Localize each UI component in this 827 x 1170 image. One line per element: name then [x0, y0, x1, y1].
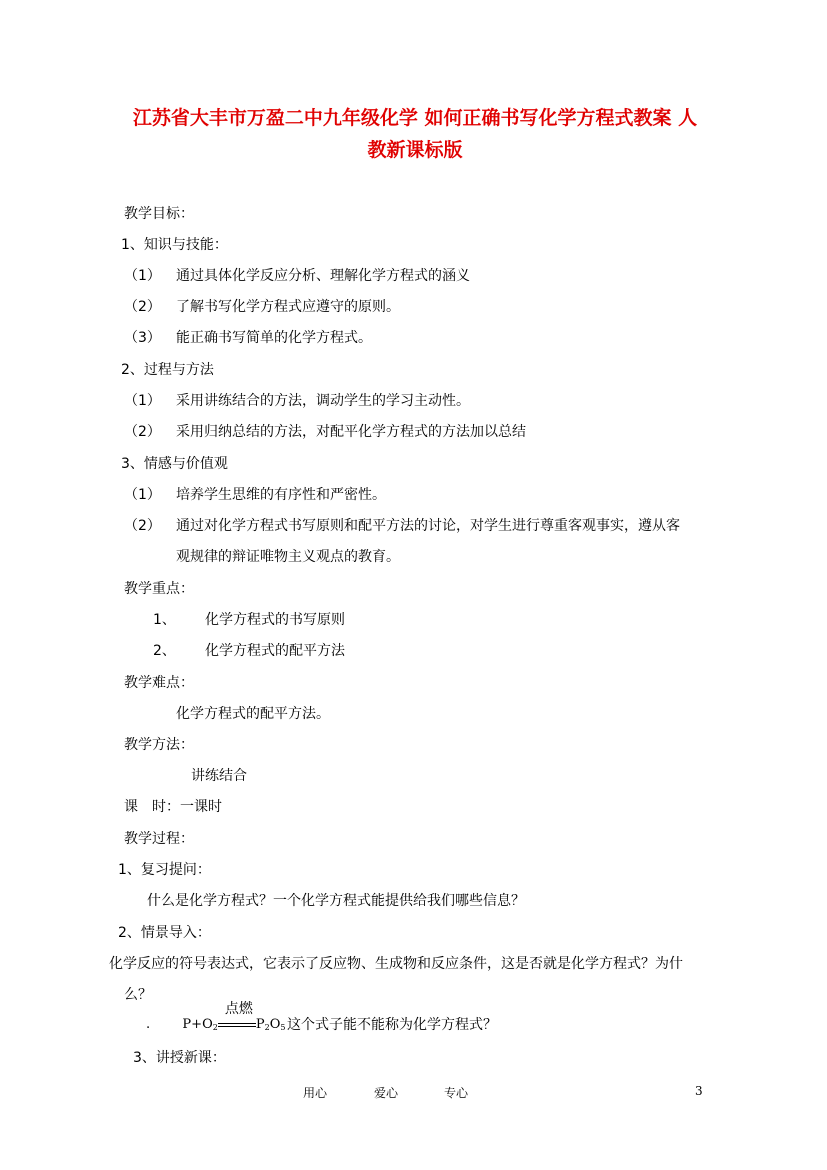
list-number: （2）	[124, 424, 161, 440]
method-text: 讲练结合	[191, 768, 247, 784]
list-number: （1）	[124, 393, 161, 409]
objectives-heading: 教学目标：	[124, 206, 194, 222]
list-item	[124, 266, 470, 286]
title-line-2: 教新课标版	[367, 139, 463, 161]
method-heading: 教学方法：	[124, 737, 194, 753]
list-item	[153, 641, 345, 661]
footer-motto-3: 专心	[444, 1086, 469, 1100]
product-p: P	[255, 1017, 265, 1032]
product-p-subscript: 2	[264, 1023, 270, 1032]
reaction-arrow	[218, 1000, 256, 1030]
scenario-text: 化学反应的符号表达式，它表示了反应物、生成物和反应条件，这是否就是化学方程式？为什	[109, 956, 683, 972]
list-number: （1）	[124, 268, 161, 284]
list-number: （3）	[124, 330, 161, 346]
list-item	[124, 391, 470, 411]
review-heading: 1、复习提问：	[118, 862, 211, 878]
list-text: 采用讲练结合的方法，调动学生的学习主动性。	[176, 393, 470, 409]
list-text: 培养学生思维的有序性和严密性。	[176, 487, 386, 503]
knowledge-heading: 1、知识与技能：	[121, 237, 228, 253]
list-item	[124, 328, 372, 348]
review-question: 什么是化学方程式？一个化学方程式能提供给我们哪些信息？	[147, 893, 525, 909]
list-item	[124, 485, 386, 505]
chemical-equation	[146, 1000, 286, 1032]
list-number: 2、	[153, 643, 176, 659]
key-points-heading: 教学重点：	[124, 581, 194, 597]
product-o-subscript: 5	[280, 1023, 286, 1032]
footer-motto-1: 用心	[303, 1086, 328, 1100]
list-item	[124, 297, 400, 317]
difficulty-text: 化学方程式的配平方法。	[176, 706, 330, 722]
difficulty-heading: 教学难点：	[124, 675, 194, 691]
plus-sign: +	[191, 1017, 203, 1032]
reactant-o: O	[202, 1017, 213, 1032]
list-number: 1、	[153, 612, 176, 628]
title-line-1: 江苏省大丰市万盈二中九年级化学 如何正确书写化学方程式教案 人	[132, 107, 698, 129]
class-hours: 课 时：一课时	[124, 799, 222, 815]
reactant-p: P	[182, 1017, 192, 1032]
list-item	[124, 516, 680, 536]
equation-bullet: .	[146, 1017, 151, 1032]
list-text: 化学方程式的配平方法	[205, 643, 345, 659]
list-item	[153, 610, 345, 630]
scenario-text-continuation: 么？	[124, 987, 152, 1003]
new-lesson-heading: 3、讲授新课：	[133, 1050, 226, 1066]
list-text: 采用归纳总结的方法，对配平化学方程式的方法加以总结	[176, 424, 526, 440]
list-text: 通过对化学方程式书写原则和配平方法的讨论，对学生进行尊重客观事实，遵从客	[176, 518, 680, 534]
list-text: 通过具体化学反应分析、理解化学方程式的涵义	[176, 268, 470, 284]
list-number: （2）	[124, 299, 161, 315]
emotion-heading: 3、情感与价值观	[121, 456, 228, 472]
footer-motto-2: 爱心	[374, 1086, 399, 1100]
equation-question: 这个式子能不能称为化学方程式？	[287, 1017, 497, 1033]
process-heading: 教学过程：	[124, 831, 194, 847]
page-number: 3	[695, 1084, 703, 1098]
list-item	[124, 422, 526, 442]
reactant-o-subscript: 2	[212, 1023, 218, 1032]
list-text: 了解书写化学方程式应遵守的原则。	[176, 299, 400, 315]
list-number: （2）	[124, 518, 161, 534]
list-number: （1）	[124, 487, 161, 503]
list-text: 化学方程式的书写原则	[205, 612, 345, 628]
product-o: O	[269, 1017, 281, 1032]
reaction-condition: 点燃	[224, 1000, 253, 1017]
list-text: 能正确书写简单的化学方程式。	[176, 330, 372, 346]
process-method-heading: 2、过程与方法	[121, 362, 214, 378]
scenario-heading: 2、情景导入：	[118, 925, 211, 941]
document-title	[110, 102, 720, 166]
list-item-continuation: 观规律的辩证唯物主义观点的教育。	[176, 549, 400, 565]
